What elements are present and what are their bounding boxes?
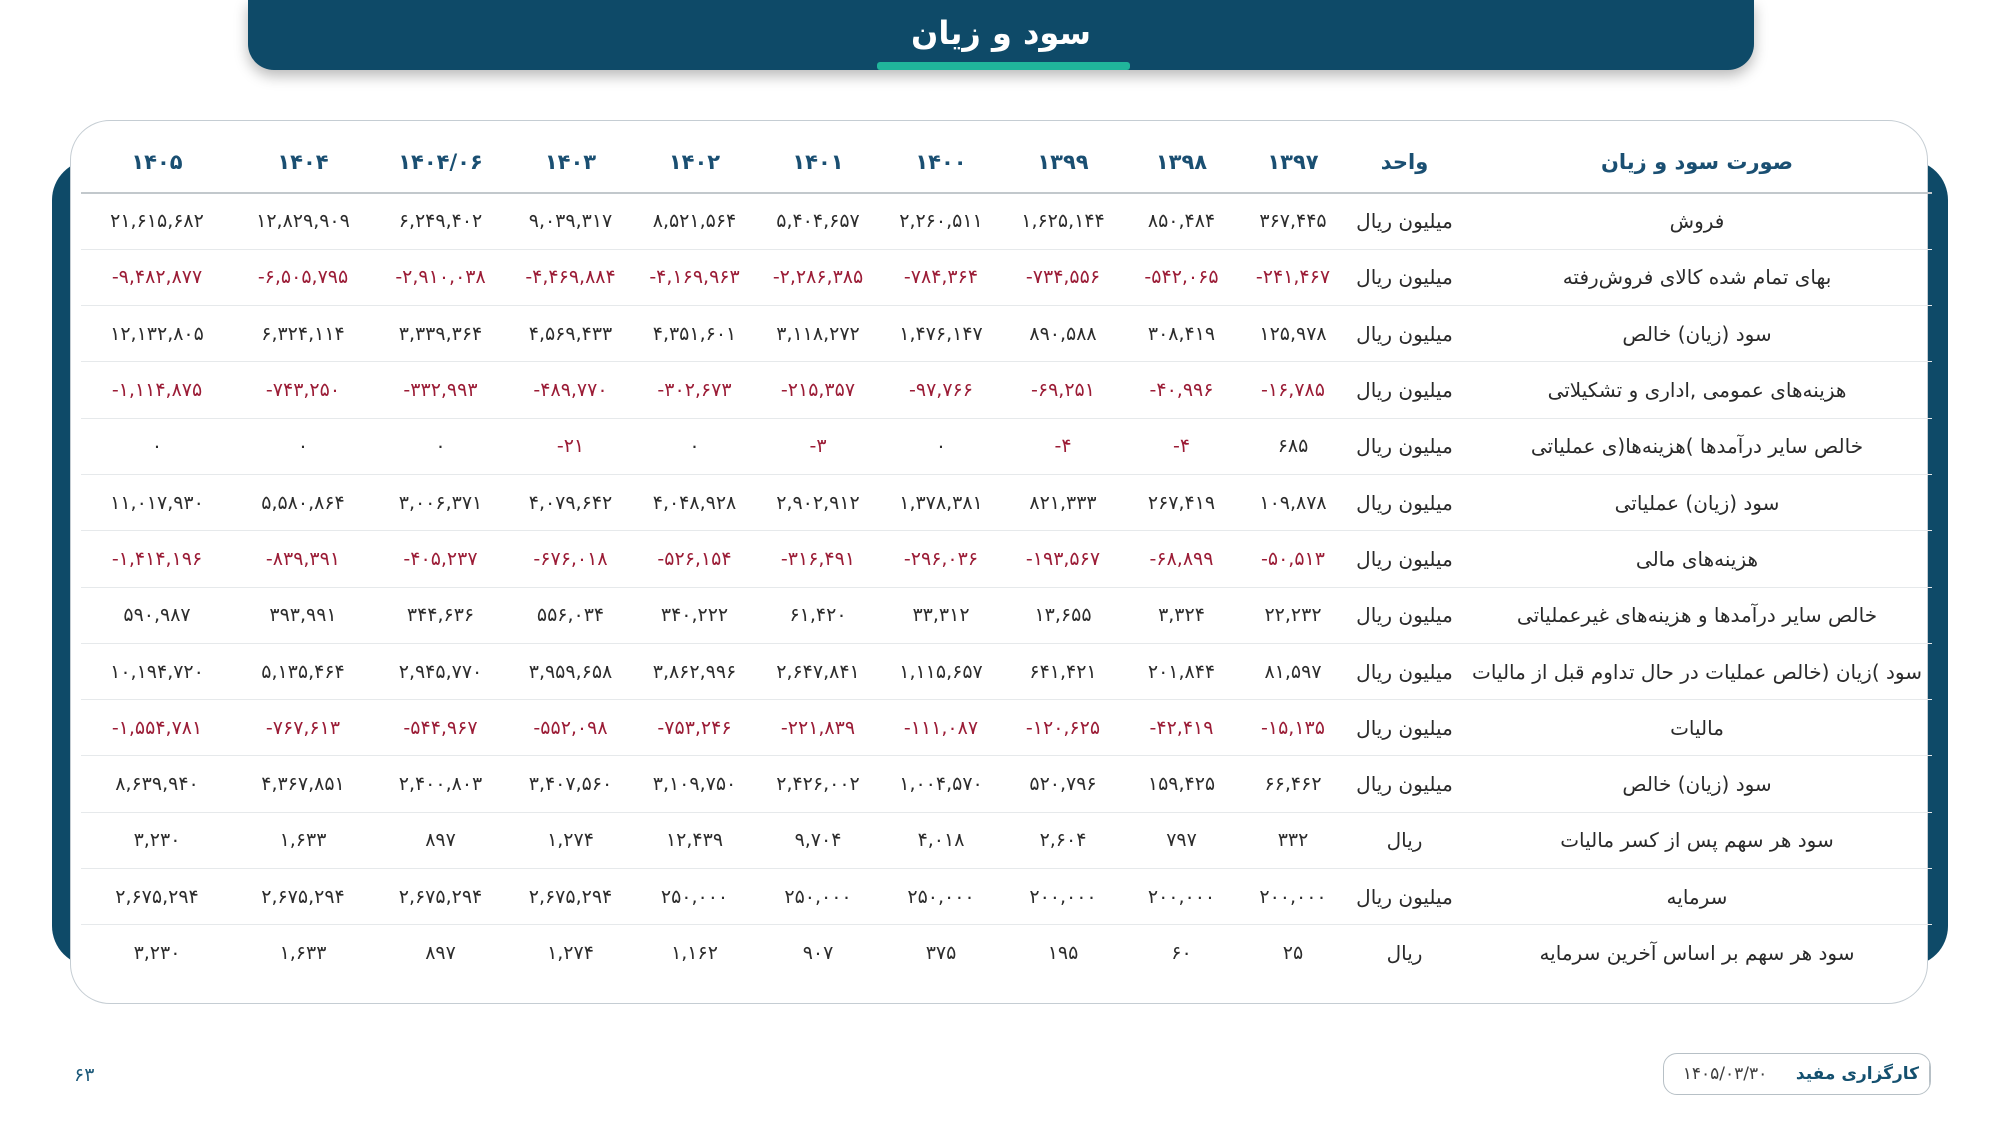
value-cell: -۷۳۴,۵۵۶: [1002, 249, 1124, 305]
value-cell: ۳,۸۶۲,۹۹۶: [633, 643, 756, 699]
value-cell: ۳۹۳,۹۹۱: [233, 587, 373, 643]
value-cell: ۲۰۰,۰۰۰: [1239, 869, 1347, 925]
value-cell: -۵۰,۵۱۳: [1239, 531, 1347, 587]
row-unit: میلیون ریال: [1347, 249, 1462, 305]
row-label: خالص سایر درآمدها و هزینه‌های غیرعملیاتی: [1462, 587, 1932, 643]
header-year: ۱۴۰۴: [233, 131, 373, 193]
header-unit: واحد: [1347, 131, 1462, 193]
value-cell: ۲۲,۲۳۲: [1239, 587, 1347, 643]
row-label: سود هر سهم بر اساس آخرین سرمایه: [1539, 941, 1855, 966]
value-cell: ۳,۱۱۸,۲۷۲: [756, 306, 880, 362]
value-cell: ۱,۰۰۴,۵۷۰: [880, 756, 1002, 812]
value-cell: ۰: [880, 418, 1002, 474]
value-cell: ۱,۶۲۵,۱۴۴: [1002, 193, 1124, 249]
row-label: مالیات: [1462, 700, 1932, 756]
value-cell: -۹,۴۸۲,۸۷۷: [81, 249, 233, 305]
value-cell: ۶۰: [1171, 942, 1192, 965]
value-cell: -۳۱۶,۴۹۱: [756, 531, 880, 587]
value-cell: ۳,۹۵۹,۶۵۸: [508, 643, 633, 699]
brokerage-name: کارگزاری مفید: [1786, 1054, 1930, 1094]
row-unit: میلیون ریال: [1347, 700, 1462, 756]
value-cell: -۳: [756, 418, 880, 474]
value-cell: ۱۲,۴۳۹: [633, 812, 756, 868]
value-cell: -۶۹,۲۵۱: [1002, 362, 1124, 418]
table-row: [81, 249, 1932, 305]
value-cell: ۳,۳۲۴: [1124, 587, 1239, 643]
header-year: ۱۳۹۹: [1002, 131, 1124, 193]
value-cell: ۴,۰۱۸: [880, 812, 1002, 868]
value-cell: -۴۸۹,۷۷۰: [508, 362, 633, 418]
row-unit: میلیون ریال: [1347, 587, 1462, 643]
value-cell: ۲,۹۰۲,۹۱۲: [756, 474, 880, 530]
value-cell: ۲,۹۴۵,۷۷۰: [373, 643, 508, 699]
income-statement-card: [70, 120, 1928, 1004]
value-cell: -۴,۴۶۹,۸۸۴: [508, 249, 633, 305]
value-cell: ۸۵۰,۴۸۴: [1124, 193, 1239, 249]
value-cell: ۱۲۵,۹۷۸: [1239, 306, 1347, 362]
value-cell: -۲۲۱,۸۳۹: [756, 700, 880, 756]
row-unit: میلیون ریال: [1347, 418, 1462, 474]
value-cell: ۳۰۸,۴۱۹: [1124, 306, 1239, 362]
value-cell: ۲,۲۶۰,۵۱۱: [880, 193, 1002, 249]
value-cell: ۱۹۵: [1047, 942, 1079, 965]
value-cell: ۸۹۰,۵۸۸: [1002, 306, 1124, 362]
value-cell: -۴: [1002, 418, 1124, 474]
table-row: [81, 812, 1932, 868]
value-cell: ۴,۰۷۹,۶۴۲: [508, 474, 633, 530]
value-cell: ۰: [81, 418, 233, 474]
value-cell: ۵۹۰,۹۸۷: [81, 587, 233, 643]
value-cell: ۱۲,۱۳۲,۸۰۵: [81, 306, 233, 362]
header-item: صورت سود و زیان: [1462, 131, 1932, 193]
value-cell: ۱,۶۳۳: [233, 812, 373, 868]
row-unit: میلیون ریال: [1347, 869, 1462, 925]
value-cell: -۲۱: [508, 418, 633, 474]
value-cell: ۹۰۷: [802, 942, 834, 965]
value-cell: ۱,۴۷۶,۱۴۷: [880, 306, 1002, 362]
value-cell: -۵۲۶,۱۵۴: [633, 531, 756, 587]
value-cell: ۲۶۷,۴۱۹: [1124, 474, 1239, 530]
value-cell: ۷۹۷: [1124, 812, 1239, 868]
value-cell: ۱,۱۶۲: [671, 942, 718, 965]
value-cell: -۷۶۷,۶۱۳: [233, 700, 373, 756]
income-statement-table: [81, 131, 1932, 981]
value-cell: ۶۶,۴۶۲: [1239, 756, 1347, 812]
value-cell: ۶۴۱,۴۲۱: [1002, 643, 1124, 699]
row-label: سود (زیان) خالص: [1462, 756, 1932, 812]
value-cell: ۸,۵۲۱,۵۶۴: [633, 193, 756, 249]
value-cell: ۳۴۴,۶۳۶: [373, 587, 508, 643]
footer-info: [1663, 1053, 1931, 1095]
row-label: سود )زیان (خالص عملیات در حال تداوم قبل از مالیات: [1462, 643, 1932, 699]
table-header-row: [81, 131, 1932, 193]
value-cell: ۲۵: [1282, 942, 1304, 965]
value-cell: ۳,۰۰۶,۳۷۱: [373, 474, 508, 530]
value-cell: ۸۹۷: [425, 942, 456, 965]
table-row: [81, 418, 1932, 474]
value-cell: ۳۴۰,۲۲۲: [633, 587, 756, 643]
value-cell: ۲۵۰,۰۰۰: [756, 869, 880, 925]
value-cell: -۶,۵۰۵,۷۹۵: [233, 249, 373, 305]
value-cell: ۲۰۱,۸۴۴: [1124, 643, 1239, 699]
row-label: خالص سایر درآمدها )هزینه‌ها(ی عملیاتی: [1462, 418, 1932, 474]
value-cell: ۳,۱۰۹,۷۵۰: [633, 756, 756, 812]
row-label: سود هر سهم پس از کسر مالیات: [1462, 812, 1932, 868]
value-cell: ۱,۲۷۴: [508, 812, 633, 868]
value-cell: -۱۵,۱۳۵: [1239, 700, 1347, 756]
value-cell: -۵۴۲,۰۶۵: [1124, 249, 1239, 305]
table-row: [81, 587, 1932, 643]
value-cell: -۴: [1124, 418, 1239, 474]
value-cell: ۲,۶۰۴: [1002, 812, 1124, 868]
value-cell: ۱۵۹,۴۲۵: [1124, 756, 1239, 812]
value-cell: -۶۷۶,۰۱۸: [508, 531, 633, 587]
row-label: سود (زیان) خالص: [1462, 306, 1932, 362]
table-row: [81, 193, 1932, 249]
value-cell: -۱۱۱,۰۸۷: [880, 700, 1002, 756]
header-year: ۱۴۰۳: [508, 131, 633, 193]
value-cell: -۹۷,۷۶۶: [880, 362, 1002, 418]
value-cell: ۲,۶۴۷,۸۴۱: [756, 643, 880, 699]
header-year: ۱۴۰۵: [81, 131, 233, 193]
header-year: ۱۴۰۴/۰۶: [373, 131, 508, 193]
value-cell: ۱۱,۰۱۷,۹۳۰: [81, 474, 233, 530]
value-cell: ۳۳۲: [1239, 812, 1347, 868]
row-unit: میلیون ریال: [1347, 756, 1462, 812]
value-cell: ۰: [233, 418, 373, 474]
value-cell: ۱۳,۶۵۵: [1002, 587, 1124, 643]
value-cell: ۹,۷۰۴: [756, 812, 880, 868]
value-cell: ۶۸۵: [1239, 418, 1347, 474]
title-accent-bar: [877, 62, 1130, 70]
value-cell: ۲,۶۷۵,۲۹۴: [233, 869, 373, 925]
value-cell: ۱۰۹,۸۷۸: [1239, 474, 1347, 530]
row-label: هزینه‌های عمومی ,اداری و تشکیلاتی: [1462, 362, 1932, 418]
header-year: ۱۳۹۷: [1239, 131, 1347, 193]
row-unit: میلیون ریال: [1347, 193, 1462, 249]
value-cell: ۰: [633, 418, 756, 474]
table-row: [81, 474, 1932, 530]
value-cell: ۲,۶۷۵,۲۹۴: [81, 869, 233, 925]
value-cell: -۱,۱۱۴,۸۷۵: [81, 362, 233, 418]
table-row: [81, 925, 1932, 981]
value-cell: -۲۱۵,۳۵۷: [756, 362, 880, 418]
row-unit: میلیون ریال: [1347, 474, 1462, 530]
value-cell: -۴۰,۹۹۶: [1124, 362, 1239, 418]
row-unit: میلیون ریال: [1347, 306, 1462, 362]
value-cell: -۷۴۳,۲۵۰: [233, 362, 373, 418]
value-cell: -۴۰۵,۲۳۷: [373, 531, 508, 587]
header-year: ۱۴۰۱: [756, 131, 880, 193]
value-cell: ۳,۲۳۰: [81, 812, 233, 868]
value-cell: ۳,۲۳۰: [133, 942, 181, 965]
row-label: سود (زیان) عملیاتی: [1462, 474, 1932, 530]
value-cell: ۲,۴۰۰,۸۰۳: [373, 756, 508, 812]
value-cell: ۶,۲۴۹,۴۰۲: [373, 193, 508, 249]
value-cell: ۳۶۷,۴۴۵: [1239, 193, 1347, 249]
row-label: سرمایه: [1462, 869, 1932, 925]
value-cell: ۱,۶۳۳: [279, 942, 327, 965]
value-cell: ۱۰,۱۹۴,۷۲۰: [81, 643, 233, 699]
value-cell: -۱۶,۷۸۵: [1239, 362, 1347, 418]
value-cell: ۵,۴۰۴,۶۵۷: [756, 193, 880, 249]
value-cell: ۴,۵۶۹,۴۳۳: [508, 306, 633, 362]
value-cell: ۸۹۷: [373, 812, 508, 868]
value-cell: -۱۹۳,۵۶۷: [1002, 531, 1124, 587]
table-row: [81, 869, 1932, 925]
value-cell: ۲۵۰,۰۰۰: [633, 869, 756, 925]
value-cell: ۶,۳۲۴,۱۱۴: [233, 306, 373, 362]
value-cell: -۱۲۰,۶۲۵: [1002, 700, 1124, 756]
table-row: [81, 756, 1932, 812]
value-cell: ۹,۰۳۹,۳۱۷: [508, 193, 633, 249]
value-cell: -۱,۵۵۴,۷۸۱: [81, 700, 233, 756]
table-row: [81, 643, 1932, 699]
row-unit: ریال: [1386, 941, 1423, 966]
value-cell: ۸,۶۳۹,۹۴۰: [81, 756, 233, 812]
value-cell: ۳۷۵: [925, 942, 957, 965]
value-cell: ۵۲۰,۷۹۶: [1002, 756, 1124, 812]
value-cell: ۵۵۶,۰۳۴: [508, 587, 633, 643]
table-row: [81, 531, 1932, 587]
value-cell: ۳,۳۳۹,۳۶۴: [373, 306, 508, 362]
value-cell: -۴۲,۴۱۹: [1124, 700, 1239, 756]
title-banner: [248, 0, 1754, 70]
value-cell: ۲۱,۶۱۵,۶۸۲: [81, 193, 233, 249]
value-cell: ۵,۱۳۵,۴۶۴: [233, 643, 373, 699]
header-year: ۱۳۹۸: [1124, 131, 1239, 193]
value-cell: ۲۵۰,۰۰۰: [880, 869, 1002, 925]
value-cell: -۷۸۴,۳۶۴: [880, 249, 1002, 305]
value-cell: -۲۴۱,۴۶۷: [1239, 249, 1347, 305]
value-cell: -۶۸,۸۹۹: [1124, 531, 1239, 587]
value-cell: ۲,۶۷۵,۲۹۴: [373, 869, 508, 925]
value-cell: -۴,۱۶۹,۹۶۳: [633, 249, 756, 305]
value-cell: -۱,۴۱۴,۱۹۶: [81, 531, 233, 587]
value-cell: ۴,۳۵۱,۶۰۱: [633, 306, 756, 362]
header-year: ۱۴۰۲: [633, 131, 756, 193]
value-cell: -۷۵۳,۲۴۶: [633, 700, 756, 756]
value-cell: ۲,۶۷۵,۲۹۴: [508, 869, 633, 925]
value-cell: -۸۳۹,۳۹۱: [233, 531, 373, 587]
table-row: [81, 700, 1932, 756]
value-cell: -۵۵۲,۰۹۸: [508, 700, 633, 756]
value-cell: ۰: [373, 418, 508, 474]
value-cell: ۲۰۰,۰۰۰: [1124, 869, 1239, 925]
value-cell: ۱۲,۸۲۹,۹۰۹: [233, 193, 373, 249]
page-number: ۶۳: [74, 1064, 95, 1086]
row-unit: میلیون ریال: [1347, 643, 1462, 699]
value-cell: ۴,۰۴۸,۹۲۸: [633, 474, 756, 530]
row-unit: میلیون ریال: [1347, 362, 1462, 418]
value-cell: ۵,۵۸۰,۸۶۴: [233, 474, 373, 530]
value-cell: -۲۹۶,۰۳۶: [880, 531, 1002, 587]
value-cell: -۳۰۲,۶۷۳: [633, 362, 756, 418]
page-title: سود و زیان: [911, 14, 1091, 52]
value-cell: ۲۰۰,۰۰۰: [1002, 869, 1124, 925]
row-unit: میلیون ریال: [1347, 531, 1462, 587]
value-cell: ۸۲۱,۳۳۳: [1002, 474, 1124, 530]
value-cell: ۱,۲۷۴: [547, 942, 594, 965]
table-row: [81, 362, 1932, 418]
row-label: فروش: [1462, 193, 1932, 249]
header-year: ۱۴۰۰: [880, 131, 1002, 193]
value-cell: ۳,۴۰۷,۵۶۰: [508, 756, 633, 812]
value-cell: -۵۴۴,۹۶۷: [373, 700, 508, 756]
row-label: هزینه‌های مالی: [1462, 531, 1932, 587]
value-cell: ۸۱,۵۹۷: [1239, 643, 1347, 699]
value-cell: ۲,۴۲۶,۰۰۲: [756, 756, 880, 812]
value-cell: ۱,۱۱۵,۶۵۷: [880, 643, 1002, 699]
row-label: بهای تمام شده کالای فروش‌رفته: [1462, 249, 1932, 305]
value-cell: ۱,۳۷۸,۳۸۱: [880, 474, 1002, 530]
value-cell: -۲,۲۸۶,۳۸۵: [756, 249, 880, 305]
value-cell: ۶۱,۴۲۰: [756, 587, 880, 643]
report-date: ۱۴۰۵/۰۳/۳۰: [1682, 1064, 1768, 1084]
row-unit: ریال: [1347, 812, 1462, 868]
value-cell: ۳۳,۳۱۲: [880, 587, 1002, 643]
value-cell: -۲,۹۱۰,۰۳۸: [373, 249, 508, 305]
table-row: [81, 306, 1932, 362]
value-cell: -۳۳۲,۹۹۳: [373, 362, 508, 418]
value-cell: ۴,۳۶۷,۸۵۱: [233, 756, 373, 812]
